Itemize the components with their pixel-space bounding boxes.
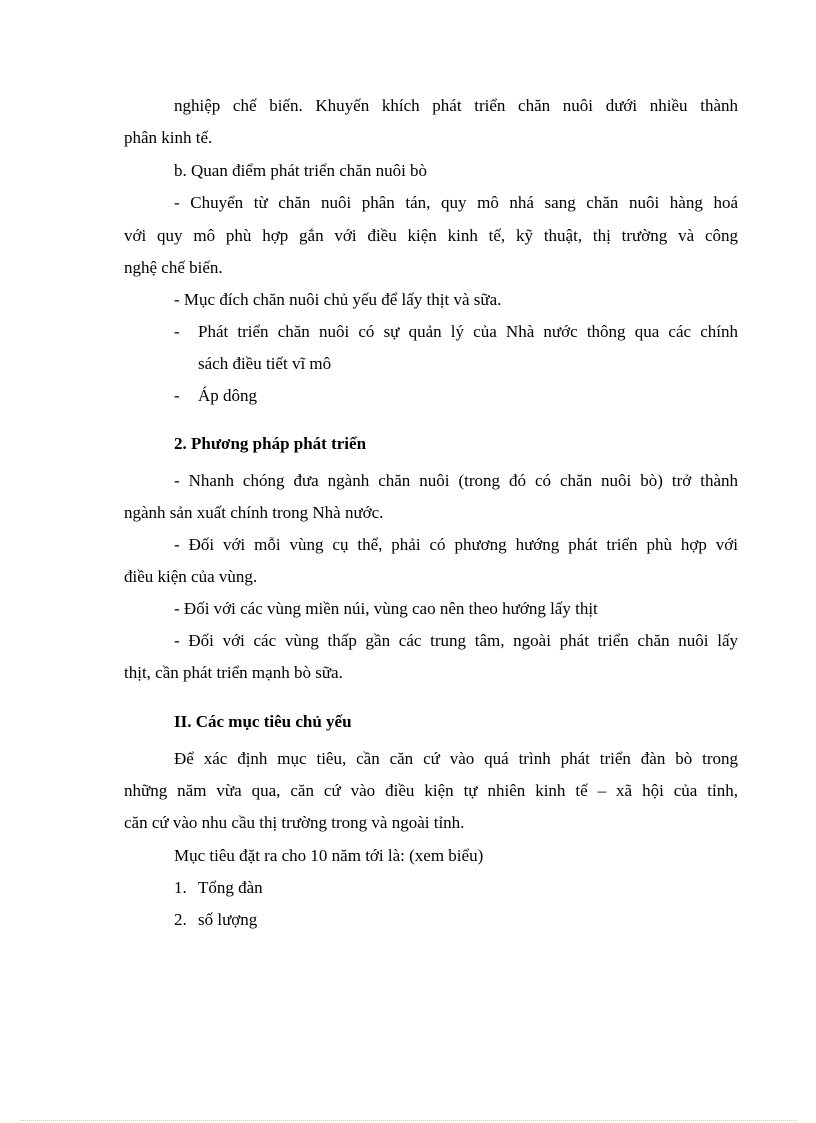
paragraph-line: - Đối với các vùng thấp gần các trung tâm, ngoài phát triển chăn nuôi lấy [174,631,738,650]
paragraph-line: với quy mô phù hợp gắn với điều kiện kinh tế, kỹ thuật, thị trường và công [124,226,738,245]
section-heading: II. Các mục tiêu chủ yếu [174,712,352,731]
bullet-dash: - [174,322,180,341]
list-number: 2. [174,910,187,929]
bullet-text: Phát triển chăn nuôi có sự quản lý của Nhà nước thông qua các chính [198,322,738,341]
paragraph-line: phân kinh tế. [124,128,213,147]
bullet-text: sách điều tiết vĩ mô [198,354,332,373]
list-item-text: Tổng đàn [198,878,263,897]
paragraph-line: - Đối với mỗi vùng cụ thể, phải có phương hướng phát triển phù hợp với [174,535,738,554]
bullet-text: Áp dông [198,386,258,405]
paragraph-line: nghệ chế biến. [124,258,223,277]
paragraph-line: nghiệp chế biến. Khuyến khích phát triển chăn nuôi dưới nhiều thành [174,96,738,115]
paragraph-line: Để xác định mục tiêu, cần căn cứ vào quá trình phát triển đàn bò trong [174,749,738,768]
paragraph-line: những năm vừa qua, căn cứ vào điều kiện tự nhiên kinh tế – xã hội của tỉnh, [124,781,738,800]
paragraph-line: - Đối với các vùng miền núi, vùng cao nên theo hướng lấy thịt [174,599,598,618]
section-heading: 2. Phương pháp phát triển [174,434,367,453]
list-item-text: số lượng [198,910,258,929]
paragraph-line: thịt, cần phát triển mạnh bò sữa. [124,663,343,682]
paragraph-line: - Chuyển từ chăn nuôi phân tán, quy mô nhá sang chăn nuôi hàng hoá [174,193,738,212]
bullet-dash: - [174,386,180,405]
paragraph-line: - Mục đích chăn nuôi chủ yếu để lấy thịt và sữa. [174,290,502,309]
paragraph-line: ngành sản xuất chính trong Nhà nước. [124,503,384,522]
list-number: 1. [174,878,187,897]
paragraph-line: điều kiện của vùng. [124,567,258,586]
page-bottom-divider [20,1120,796,1121]
paragraph-line: căn cứ vào nhu cầu thị trường trong và ngoài tỉnh. [124,813,465,832]
paragraph-line: - Nhanh chóng đưa ngành chăn nuôi (trong đó có chăn nuôi bò) trở thành [174,471,738,490]
section-subheading: b. Quan điểm phát triển chăn nuôi bò [174,161,428,180]
paragraph-line: Mục tiêu đặt ra cho 10 năm tới là: (xem biểu) [174,846,484,865]
